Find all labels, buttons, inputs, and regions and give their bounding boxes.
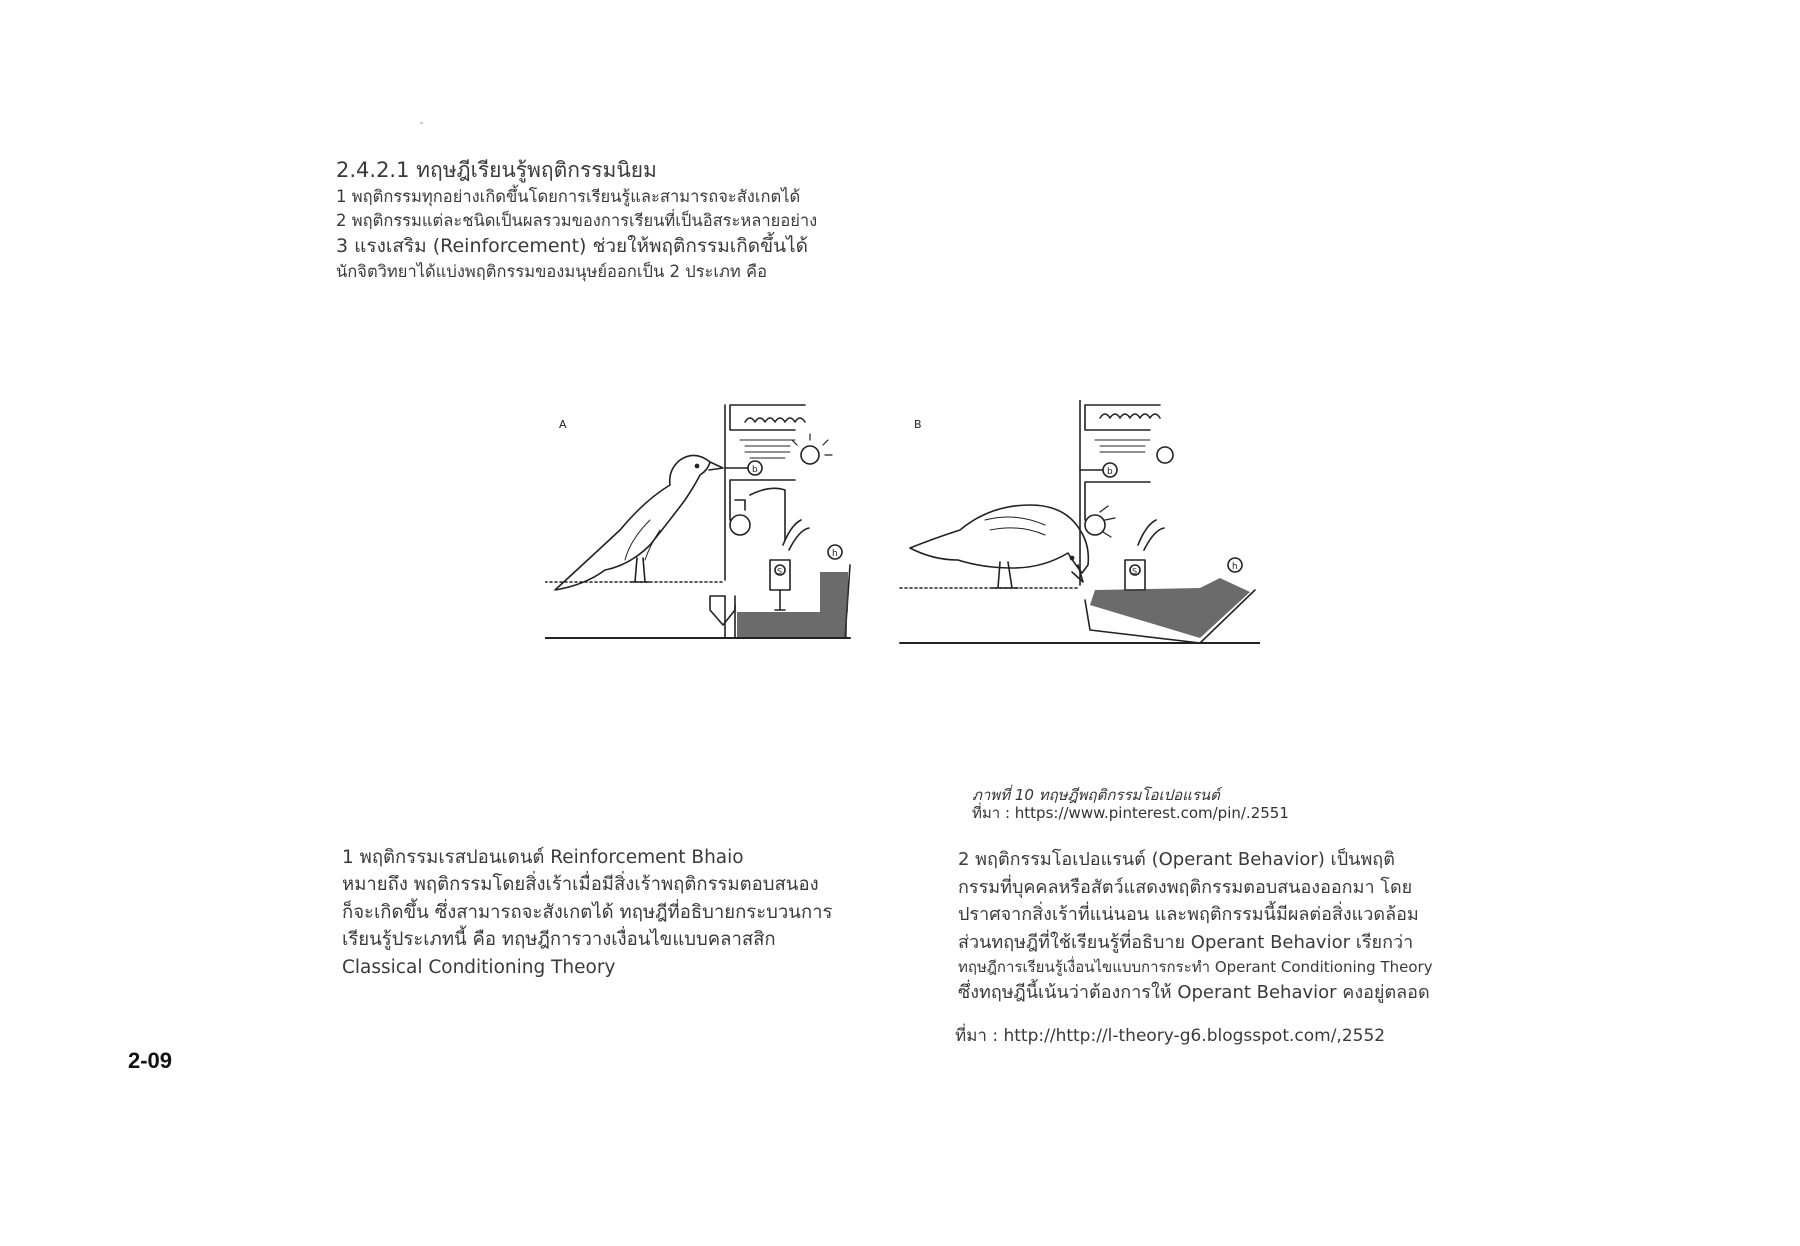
principle-item-3: 3 แรงเสริม (Reinforcement) ช่วยให้พฤติกรรมเกิดขึ้นได้: [336, 234, 808, 257]
principle-item-1: 1 พฤติกรรมทุกอย่างเกิดขึ้นโดยการเรียนรู้และสามารถจะสังเกตได้: [336, 187, 801, 207]
panel-b-pigeon-eye: [1070, 556, 1073, 559]
skinner-box-illustration: [545, 400, 1260, 700]
skinner-box-figure: [545, 400, 1260, 700]
operant-source: ที่มา : http://http://l-theory-g6.blogsspot.com/,2552: [955, 1026, 1386, 1046]
principle-item-2: 2 พฤติกรรมแต่ละชนิดเป็นผลรวมของการเรียนที่เป็นอิสระหลายอย่าง: [336, 210, 818, 230]
panel-a-pigeon-legs: [631, 558, 649, 582]
panel-b-label: B: [914, 418, 922, 431]
left-line-1: 1 พฤติกรรมเรสปอนเดนต์ Reinforcement Bhaio: [342, 847, 744, 868]
page-number: 2-09: [128, 1048, 173, 1073]
panel-b-hatching: [1095, 440, 1150, 452]
panel-a-grain-column: [820, 572, 848, 612]
section-intro: นักจิตวิทยาได้แบ่งพฤติกรรมของมนุษย์ออกเป็น 2 ประเภท คือ: [336, 261, 767, 281]
right-line-3: ปราศจากสิ่งเร้าที่แน่นอน และพฤติกรรมนี้มีผลต่อสิ่งแวดล้อม: [958, 904, 1419, 926]
section-title: 2.4.2.1 ทฤษฎีเรียนรู้พฤติกรรมนิยม: [336, 158, 657, 182]
panel-a-food-chute: [710, 596, 735, 625]
left-line-3: ก็จะเกิดขึ้น ซึ่งสามารถจะสังเกตได้ ทฤษฎีที่อธิบายกระบวนการ: [342, 901, 833, 923]
panel-a-pigeon-beak: [709, 462, 723, 470]
panel-b-grain: [1090, 578, 1250, 638]
right-line-4: ส่วนทฤษฎีที่ใช้เรียนรู้ที่อธิบาย Operant Behavior เรียกว่า: [958, 931, 1414, 953]
panel-a-light-rays: [792, 434, 832, 455]
panel-a-feeder-frame: [735, 488, 785, 540]
panel-b: [900, 400, 1260, 643]
panel-a: [545, 405, 850, 638]
panel-a-wire: [745, 418, 805, 422]
panel-a-solenoid-wires: [783, 520, 809, 550]
panel-b-key-marker-b: b: [1107, 467, 1113, 477]
panel-a-key-marker-b: b: [752, 465, 758, 475]
panel-b-pigeon-wing: [985, 517, 1045, 535]
panel-a-hopper-marker-h: h: [832, 549, 838, 559]
panel-a-grain: [737, 612, 847, 637]
panel-a-feeder-wheel: [730, 515, 750, 535]
right-line-6: ซึ่งทฤษฎีนี้เน้นว่าต้องการให้ Operant Behavior คงอยู่ตลอด: [958, 982, 1430, 1004]
panel-b-light-bulb: [1157, 447, 1173, 463]
figure-caption-title: ภาพที่ 10 ทฤษฎีพฤติกรรมโอเปอแรนต์: [972, 786, 1220, 804]
figure-caption: [972, 786, 1289, 822]
left-line-2: หมายถึง พฤติกรรมโดยสิ่งเร้าเมื่อมีสิ่งเร้าพฤติกรรมตอบสนอง: [342, 874, 819, 896]
figure-caption-source: ที่มา : https://www.pinterest.com/pin/.2551: [972, 804, 1289, 822]
right-line-5: ทฤษฎีการเรียนรู้เงื่อนไขแบบการกระทำ Operant Conditioning Theory: [958, 958, 1433, 977]
panel-a-label: A: [559, 418, 567, 431]
panel-b-wire: [1100, 414, 1160, 418]
panel-a-pigeon-eye: [695, 464, 698, 467]
panel-b-solenoid-wires: [1138, 520, 1164, 550]
section-heading-block: [336, 158, 818, 281]
panel-a-light-bulb: [801, 446, 819, 464]
panel-b-pigeon-legs: [992, 562, 1018, 588]
left-line-4: เรียนรู้ประเภทนี้ คือ ทฤษฎีการวางเงื่อนไขแบบคลาสสิก: [342, 929, 776, 951]
panel-a-pigeon-body: [555, 455, 710, 590]
scan-speck: [420, 122, 423, 124]
panel-a-plunger: [775, 590, 785, 610]
operant-behavior-text: [958, 846, 1433, 1007]
panel-a-frame: [730, 405, 805, 430]
right-line-1: 2 พฤติกรรมโอเปอแรนต์ (Operant Behavior) เป็นพฤติ: [958, 849, 1395, 870]
panel-a-hatching: [740, 440, 795, 458]
left-line-5: Classical Conditioning Theory: [342, 956, 616, 978]
right-line-2: กรรมที่บุคคลหรือสัตว์แสดงพฤติกรรมตอบสนองออกมา โดย: [958, 876, 1413, 898]
panel-b-solenoid-marker-s: S: [1132, 567, 1138, 576]
panel-b-feeder-wheel: [1085, 515, 1105, 535]
panel-b-hopper-marker-h: h: [1232, 562, 1238, 572]
respondent-behavior-text: [342, 844, 833, 981]
panel-a-solenoid-marker-s: S: [777, 567, 783, 576]
